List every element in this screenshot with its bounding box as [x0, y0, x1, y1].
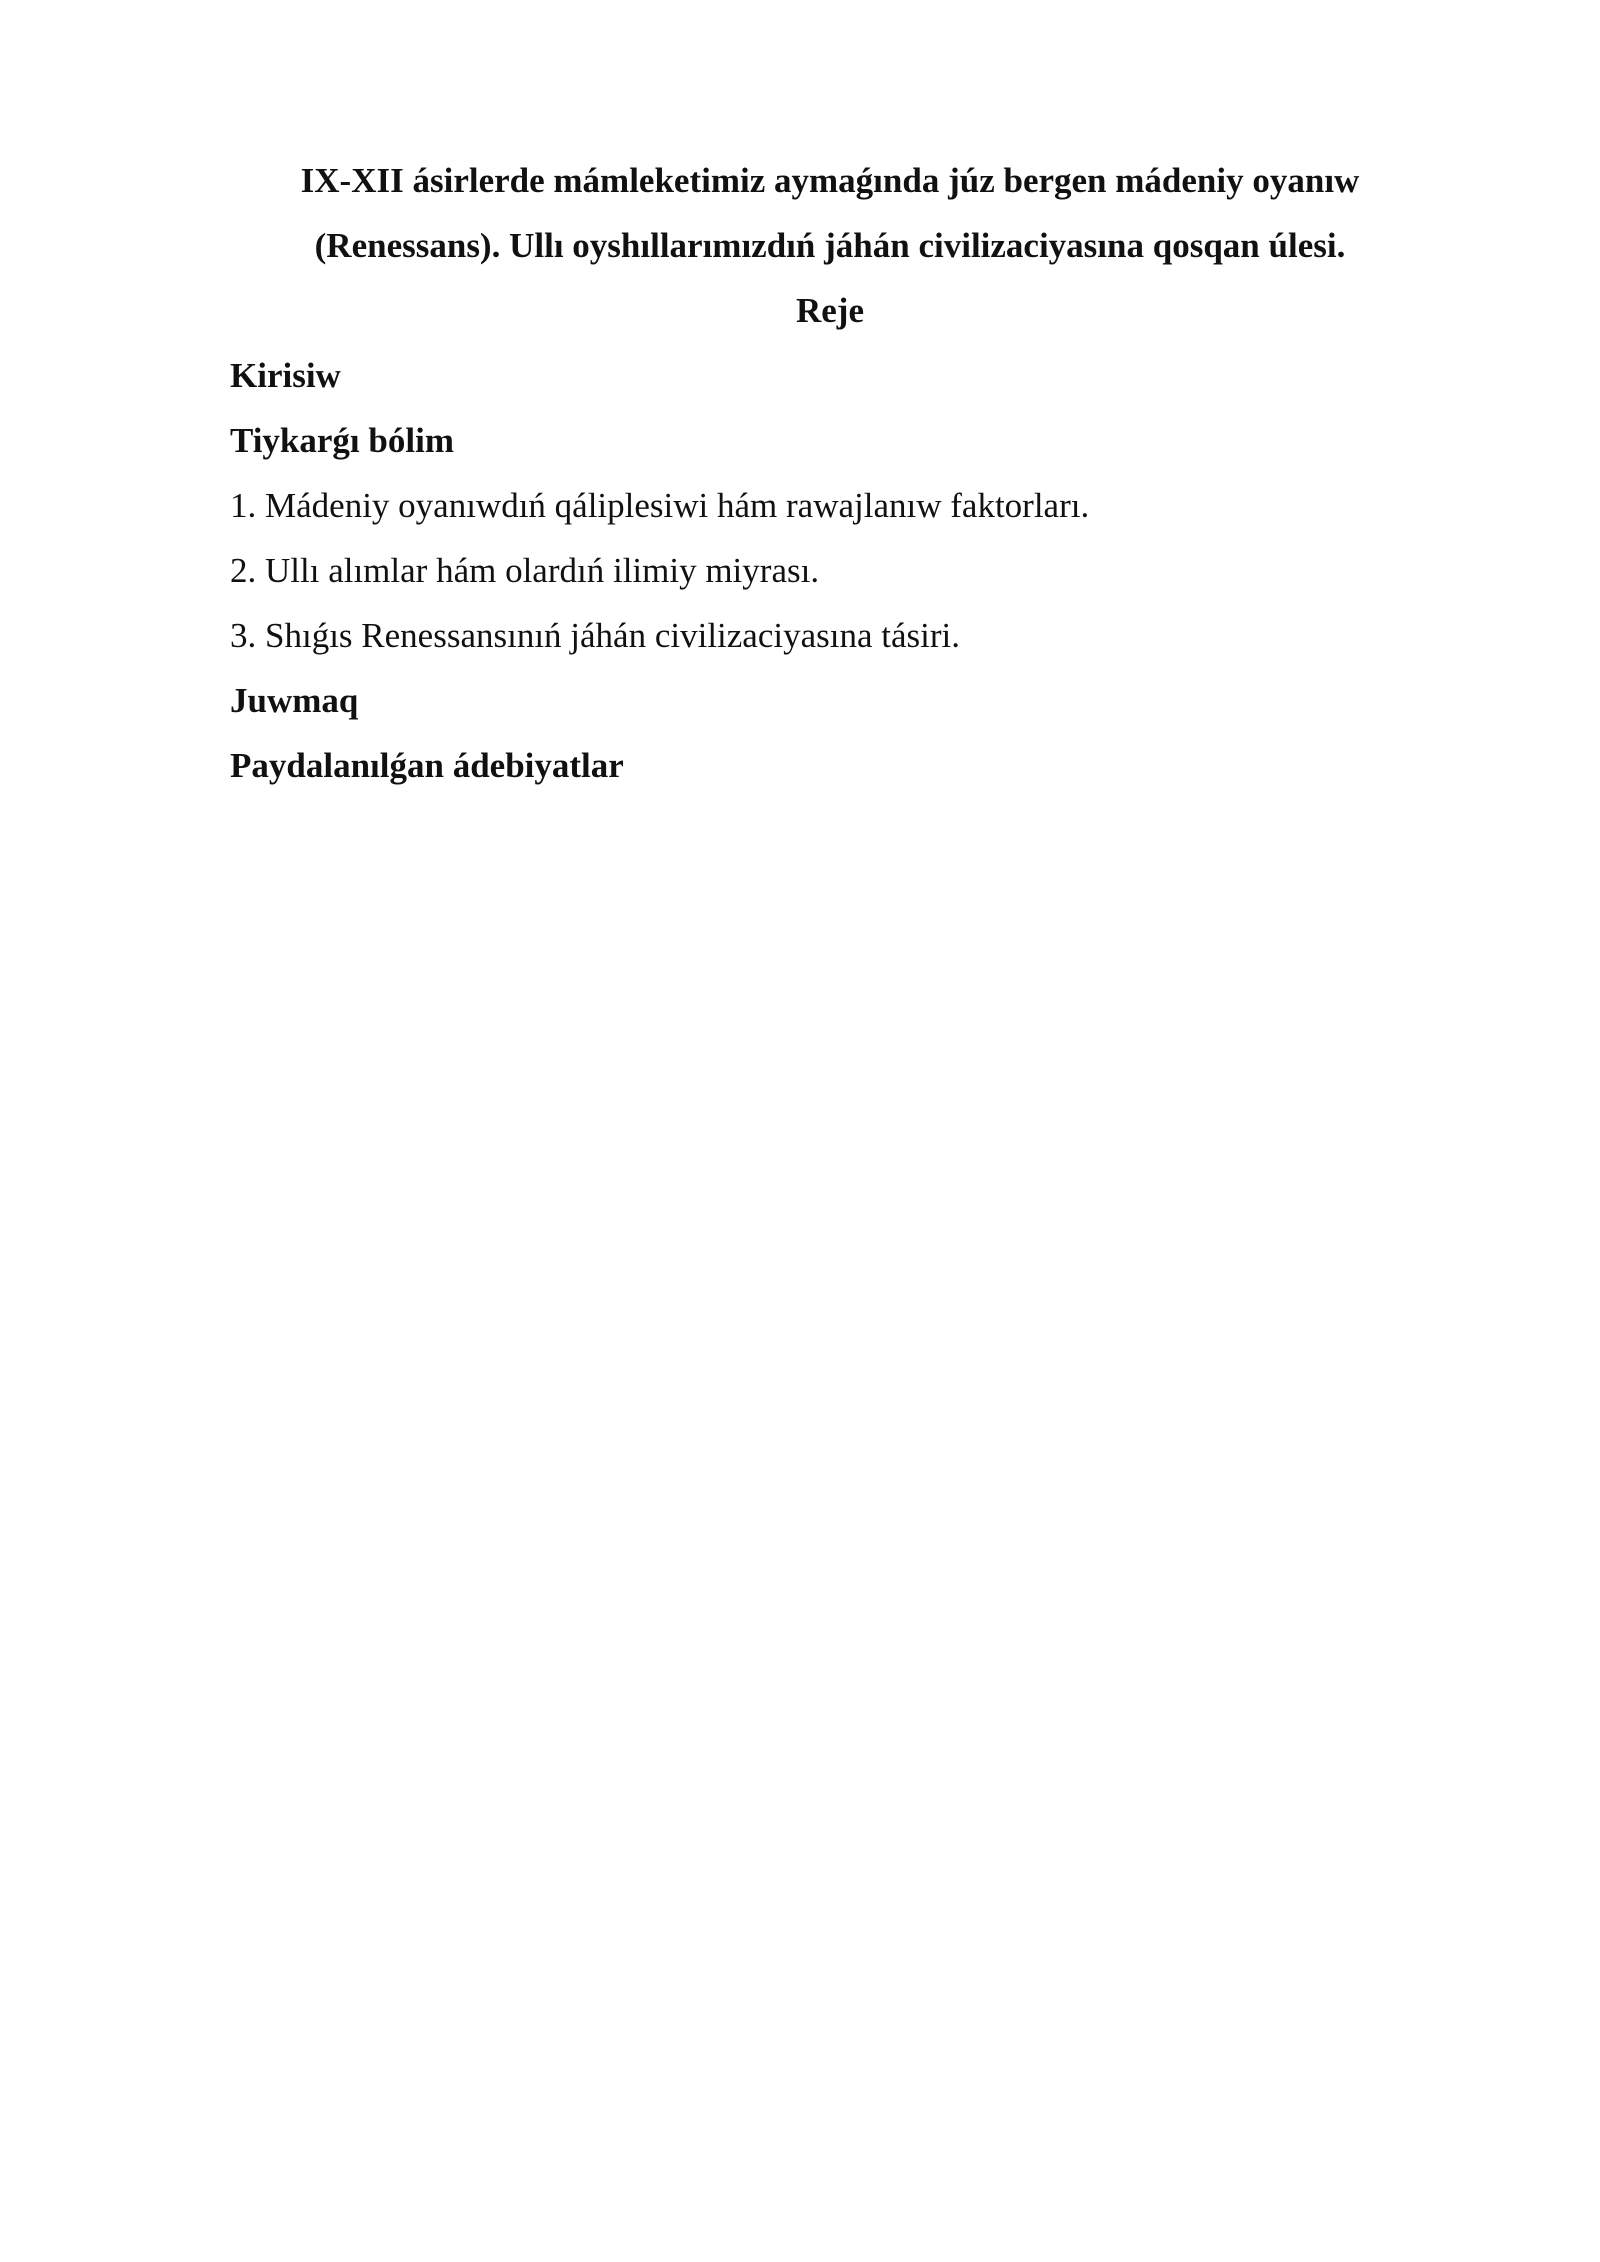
document-title-line-1: IX-XII ásirlerde mámleketimiz aymaǵında júz bergen mádeniy oyanıw — [300, 161, 1360, 200]
document-content — [230, 148, 1430, 798]
plan-item-1: 1. Mádeniy oyanıwdıń qáliplesiwi hám rawajlanıw faktorları. — [230, 486, 1090, 525]
document-title-line-2: (Renessans). Ullı oyshıllarımızdıń jáhán civilizaciyasına qosqan úlesi. — [314, 226, 1346, 265]
section-intro: Kirisiw — [230, 356, 341, 395]
section-references: Paydalanılǵan ádebiyatlar — [230, 746, 624, 785]
plan-item-2: 2. Ullı alımlar hám olardıń ilimiy miyrası. — [230, 551, 820, 590]
plan-item-3: 3. Shıǵıs Renessansınıń jáhán civilizaciyasına tásiri. — [230, 616, 960, 655]
section-conclusion: Juwmaq — [230, 681, 359, 720]
section-main-part: Tiykarǵı bólim — [230, 421, 454, 460]
plan-heading: Reje — [795, 291, 864, 330]
